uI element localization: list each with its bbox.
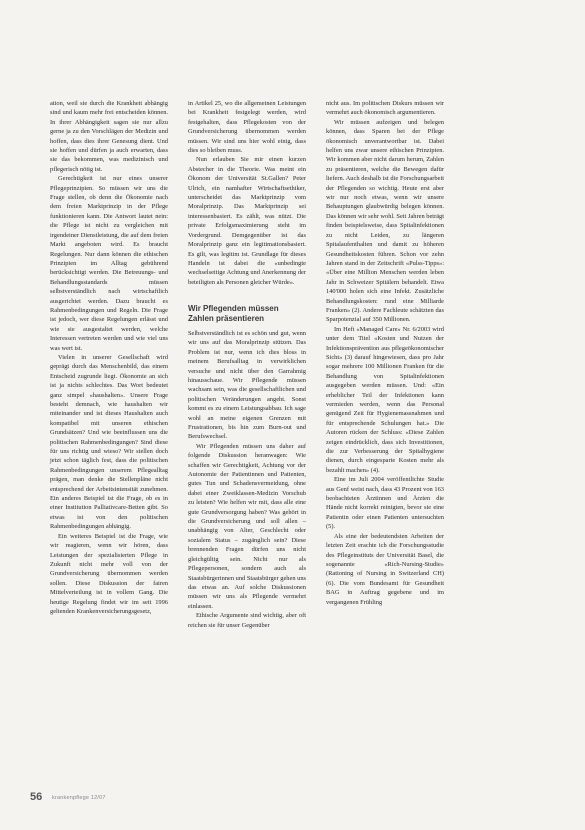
paragraph: Ethische Argumente sind wichtig, aber oft reichen sie für unser Gegenüber: [188, 612, 306, 629]
text-column-2: [188, 99, 306, 630]
paragraph: Eine im Juli 2004 veröffentlichte Studie aus Genf weist nach, dass 43 Prozent von 163 beobachteten Ärztinnen und Ärzten die Hände nicht korrekt reinigten, bevor sie eine Patientin oder einen Patienten untersuchten (5).: [326, 476, 444, 531]
paragraph: Im Heft «Managed Care» Nr. 6/2003 wird unter dem Titel «Kosten und Nutzen der Infektionsprävention aus pflegeökonomischer Sicht» (3) darauf hingewiesen, dass pro Jahr sogar mehrere 100 Millionen Franken für die Behandlung von Spitalinfektionen ausgegeben werden müssen. Und: «Ein erheblicher Teil der Infektionen kann vermieden werden, wenn das Personal genügend Zeit für Hygienemassnahmen und für entsprechende Schulungen hat.» Die Autoren rücken der Schluss: «Diese Zahlen zeigen eindrücklich, dass sich Investitionen, die zur Verbesserung der Spitalhygiene dienen, durch eingesparte Kosten mehr als bezahlt machen» (4).: [326, 325, 444, 474]
paragraph: Als eine der bedeutendsten Arbeiten der letzten Zeit erachte ich die Forschungsstudie des Pflegeinstituts der Universität Basel, die sogenannte «Rich-Nursing-Studie» (Rationing of Nursing in Switzerland CH) (6). Die vom Bundesamt für Gesundheit BAG in Auftrag gegebene und im vergangenen Frühling: [326, 532, 444, 606]
paragraph: Vielen in unserer Gesellschaft wird geprägt durch das Menschenbild, das einem Entscheid zugrunde liegt. Ökonomie an sich ist ja nichts schlechtes. Das Wort bedeutet ganz simpel «haushalten». Unsere Frage besteht demnach, wie haushalten wir miteinander und ist dieses Haushalten auch kompatibel mit unseren ethischen Grundsätzen? Und wie beeinflussen uns die politischen Rahmenbedingungen? Sind diese für uns richtig und wieso? Wir stellen doch jetzt schon täglich fest, dass die politischen Rahmenbedingungen unserem Pflegealltag prägen, man denke die Stellenpläne nicht entsprechend der Arbeitsintensität zunehmen. Ein anderes Beispiel ist die Frage, ob es in einer Institution Palliativcare-Betten gibt. So etwas ist von den politischen Rahmenbedingungen abhängig.: [50, 353, 168, 531]
paragraph: Ein weiteres Beispiel ist die Frage, wie wir reagieren, wenn wir hören, dass Leistungen der spezialisierten Pflege in Zukunft nicht mehr voll von der Grundversicherung übernommen werden sollen. Diese Diskussion der fairen Mittelverteilung ist in vollem Gang. Die heutige Regelung findet wir im seit 1996 geltenden Krankenversicherungsgesetz,: [50, 532, 168, 615]
paragraph: Nun erlauben Sie mir einen kurzen Abstecher in die Theorie. Was meint ein Ökonom der Universität St.Gallen? Peter Ulrich, ein namhafter Wirtschaftsethiker, unterscheidet das Marktprinzip vom Moralprinzip. Das Marktprinzip sei interessenbasiert. Es zählt, was nützt. Die private Erfolgsmaximierung steht im Vordergrund. Demgegenüber ist das Moralprinzip ganz ein legitimationsbasiert. Es gilt, was legitim ist. Grundlage für dieses Handeln ist dabei die «unbedingte wechselseitige Achtung und Anerkennung der beteiligten als Personen gleicher Würde».: [188, 156, 306, 286]
text-column-3: [326, 99, 444, 607]
section-heading: Wir Pflegenden müssen Zahlen präsentieren: [188, 304, 279, 323]
paragraph: ation, weil sie durch die Krankheit abhängig sind und kaum mehr frei entscheiden können. In ihrer Abhängigkeit sagen sie nur allzu gerne ja zu den Vorschlägen der Medizin und hoffen, dass dies ihrer Genesung dient. Und sie hoffen und dürfen ja auch erwarten, dass sie das bekommen, was medizinisch und pflegerisch nötig ist.: [50, 100, 168, 173]
paragraph: in Artikel 25, wo die allgemeinen Leistungen bei Krankheit festgelegt werden, wird festgehalten, dass Pflegekosten von der Grundversicherung übernommen werden müssen. Wir sind uns hier wohl einig, dass dies so bleiben muss.: [188, 100, 306, 155]
text-column-1: [50, 99, 168, 616]
publication-footer: krankenpflege 12/07: [52, 795, 106, 801]
paragraph: Wir müssen aufzeigen und belegen können, dass Sparen bei der Pflege ökonomisch unverantwortbar ist. Dabei helfen uns zwar unsere ethischen Prinzipien. Wir kommen aber nicht darum herum, Zahlen zu präsentieren, welche die Bewegen dafür liefern. Auch deshalb ist die Forschungsarbeit der Pflegenden so wichtig. Heute erst aber wir nur noch etwas, wenn wir unsere Behauptungen glaubwürdig belegen können. Das können wir sehr wohl. Seit Jahren beträgt finden beispielsweise, dass Spitalinfektionen zu nicht Leiden, zu längeren Spitalaufenthalten und damit zu höheren Gesundheitskosten führen. Schon vor zehn Jahren stand in der Zeitschrift «Pulss-Tipps»: «Über eine Million Menschen werden leben Jahr in Schweizer Spitälern behandelt. Etwa 140'000 holen sich eine Infekt. Zusätzliche Behandlungskosten: rund eine Milliarde Franken» (2). Andere Fachleute schätzten das Sparpotenzial auf 350 Millionen.: [326, 118, 444, 324]
page-number: 56: [30, 791, 43, 803]
paragraph: Gerechtigkeit ist nur eines unserer Pflegeprinzipien. So müssen wir uns die Frage stellen, ob denn die Ökonomie nach dem freien Marktprinzip in der Pflege funktionieren kann. Die Antwort lautet nein: die Pflege ist nicht zu vergleichen mit irgendeiner Dienstleistung, die auf dem freien Markt angeboten wird. Es braucht Regelungen. Nur dann können die ethischen Prinzipien im Alltag gebührend berücksichtigt werden. Die Betreuungs- und Behandlungsstandards müssen selbstverständlich nach wirtschaftlich ausgerichtet werden. Dazu braucht es Rahmenbedingungen und Regeln. Die Frage ist jedoch, wer diese Regelungen erlässt und wie sie ausgestaltet werden, welche Interessen vertreten werden und wie viel uns was wert ist.: [50, 175, 168, 352]
paragraph: Wir Pflegenden müssen uns daher auf folgende Diskussion heranwagen: Wie schaffen wir Gerechtigkeit, Achtung vor der Autonomie der Patientinnen und Patienten, gutes Tun und Schadensvermeidung, ohne dabei einer Zweiklassen-Medizin Vorschub zu leisten? Wie helfen wir mit, dass alle eine gute Grundversorgung haben? Was gehört in die Grundversicherung und soll allen – unabhängig von Alter, Geschlecht oder sozialem Status – zugänglich sein? Diese brennenden Fragen dürfen uns nicht gleichgültig sein. Nicht nur als Pflegepersonen, sondern auch als Staatsbürgerinnen und Staatsbürger gehen uns das etwas an. Auf solche Diskussionen müssen wir uns als Pflegende vermehrt einlassen.: [188, 442, 306, 610]
paragraph: Selbstverständlich ist es schön und gut, wenn wir uns auf das Moralprinzip stützen. Das Problem ist nur, wenn ich dies bloss in meinem Berufsalltag in verwirklichen versuche und nicht über den Garrahmig hinausschaue. Wir Pflegende müssen wachsam sein, was die gesellschaftlichen und politischen Veränderungen angeht. Sonst kommt es zu einem Leistungsabbau. Ich sage wohl an meine eigenen Grenzen mit Frustrationen, bis hin zum Burn-out und Berufswechsel.: [188, 329, 306, 441]
paragraph: nicht aus. Im politischen Diskurs müssen wir vermehrt auch ökonomisch argumentieren.: [326, 100, 444, 117]
